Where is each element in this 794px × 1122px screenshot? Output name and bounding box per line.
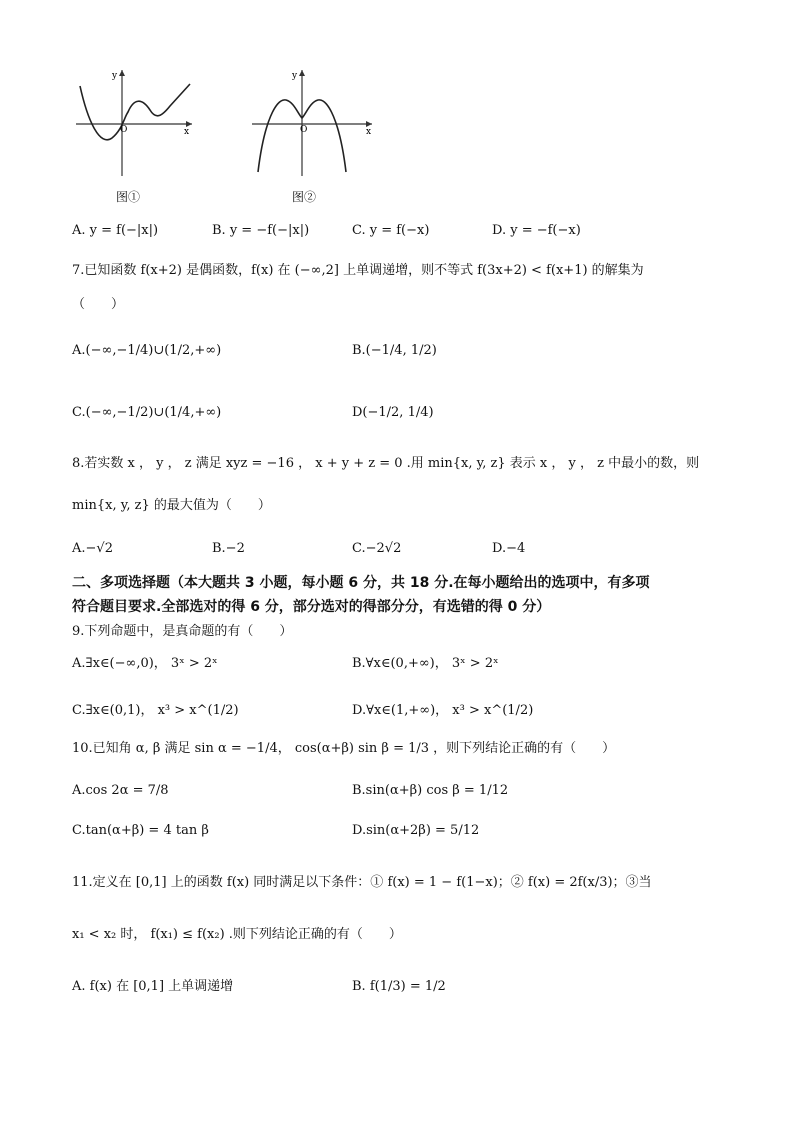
q11-stem-line1: 11.定义在 [0,1] 上的函数 f(x) 同时满足以下条件：① f(x) = 1 − f(1−x)；② f(x) = 2f(x/3)；③当 <box>72 875 652 890</box>
figure-2-x-label: x <box>366 127 372 137</box>
figure-2-caption: 图② <box>292 190 317 204</box>
q7-stem: 7.已知函数 f(x+2) 是偶函数，f(x) 在 (−∞,2] 上单调递增，则不等式 f(3x+2) < f(x+1) 的解集为 <box>72 263 644 278</box>
q6-option-a: A. y = f(−|x|) <box>72 223 159 238</box>
section-2-heading-line1: 二、多项选择题（本大题共 3 小题，每小题 6 分，共 18 分.在每小题给出的选项中，有多项 <box>72 575 650 591</box>
q9-stem: 9.下列命题中，是真命题的有（ ） <box>72 624 293 639</box>
figure-2-graph <box>248 62 378 182</box>
q7-paren: （ ） <box>72 297 125 312</box>
q10-stem: 10.已知角 α, β 满足 sin α = −1/4， cos(α+β) sin β = 1/3 ，则下列结论正确的有（ ） <box>72 741 616 756</box>
q6-option-c: C. y = f(−x) <box>352 223 430 238</box>
q7-option-c: C.(−∞,−1/2)∪(1/4,+∞) <box>72 405 222 420</box>
q6-option-b: B. y = −f(−|x|) <box>212 223 310 238</box>
section-2-heading-line2: 符合题目要求.全部选对的得 6 分，部分选对的得部分分，有选错的得 0 分） <box>72 599 551 615</box>
q6-option-d: D. y = −f(−x) <box>492 223 581 238</box>
q7-option-b: B.(−1/4, 1/2) <box>352 343 437 358</box>
q11-option-a: A. f(x) 在 [0,1] 上单调递增 <box>72 979 234 994</box>
figure-1-caption: 图① <box>116 190 141 204</box>
figure-2-origin-label: O <box>300 125 308 135</box>
figure-1-y-label: y <box>112 71 118 81</box>
figure-2-y-label: y <box>292 71 298 81</box>
q10-option-c: C.tan(α+β) = 4 tan β <box>72 823 209 838</box>
q9-option-a: A.∃x∈(−∞,0)， 3ˣ > 2ˣ <box>72 656 218 671</box>
q8-option-c: C.−2√2 <box>352 541 402 556</box>
q10-option-b: B.sin(α+β) cos β = 1/12 <box>352 783 509 798</box>
q8-stem-line2: min{x, y, z} 的最大值为（ ） <box>72 498 271 513</box>
q9-option-d: D.∀x∈(1,+∞)， x³ > x^(1/2) <box>352 703 534 718</box>
q11-option-b: B. f(1/3) = 1/2 <box>352 979 446 994</box>
q9-option-c: C.∃x∈(0,1)， x³ > x^(1/2) <box>72 703 239 718</box>
q7-option-a: A.(−∞,−1/4)∪(1/2,+∞) <box>72 343 222 358</box>
q10-option-d: D.sin(α+2β) = 5/12 <box>352 823 480 838</box>
q10-option-a: A.cos 2α = 7/8 <box>72 783 169 798</box>
figure-1-x-label: x <box>184 127 190 137</box>
q8-option-d: D.−4 <box>492 541 526 556</box>
q8-option-a: A.−√2 <box>72 541 113 556</box>
q9-option-b: B.∀x∈(0,+∞)， 3ˣ > 2ˣ <box>352 656 499 671</box>
q11-stem-line2: x₁ < x₂ 时， f(x₁) ≤ f(x₂) .则下列结论正确的有（ ） <box>72 927 402 942</box>
figure-1-graph <box>70 62 200 182</box>
q8-stem-line1: 8.若实数 x ， y ， z 满足 xyz = −16 ， x + y + z = 0 .用 min{x, y, z} 表示 x ， y ， z 中最小的数，则 <box>72 456 700 471</box>
q7-option-d: D(−1/2, 1/4) <box>352 405 434 420</box>
q8-option-b: B.−2 <box>212 541 245 556</box>
figure-1-origin-label: O <box>120 125 128 135</box>
